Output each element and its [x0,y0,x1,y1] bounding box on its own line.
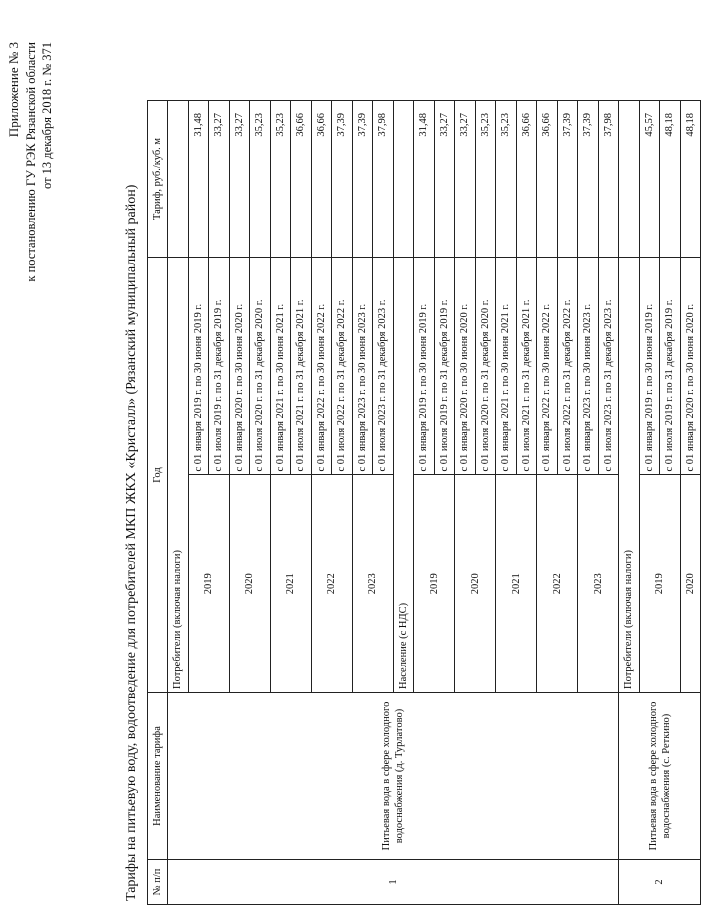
header-num: № п/п [148,860,168,905]
year-cell: 2020 [229,475,270,693]
header-tariff: Тариф, руб./куб. м [148,101,168,258]
group-label: Потребители (включая налоги) [168,258,189,693]
period-cell: с 01 января 2023 г. по 30 июня 2023 г. [578,258,599,476]
tariff-value: 31,48 [414,101,435,258]
year-cell: 2019 [188,475,229,693]
table-row [619,101,640,905]
year-cell: 2021 [270,475,311,693]
tariff-table [147,100,701,905]
year-cell: 2023 [352,475,393,693]
year-cell: 2020 [455,475,496,693]
period-cell: с 01 января 2020 г. по 30 июня 2020 г. [680,258,701,476]
year-cell: 2020 [680,475,701,693]
year-cell: 2022 [537,475,578,693]
year-cell: 2019 [639,475,680,693]
period-cell: с 01 июля 2019 г. по 31 декабря 2019 г. [434,258,455,476]
tariff-value: 35,23 [475,101,496,258]
period-cell: с 01 июля 2019 г. по 31 декабря 2019 г. [209,258,230,476]
tariff-value: 48,18 [680,101,701,258]
tariff-empty [168,101,189,258]
tariff-value: 36,66 [516,101,537,258]
tariff-value: 37,39 [352,101,373,258]
period-cell: с 01 июля 2019 г. по 31 декабря 2019 г. [660,258,681,476]
period-cell: с 01 января 2021 г. по 30 июня 2021 г. [270,258,291,476]
tariff-value: 37,39 [578,101,599,258]
tariff-value: 37,98 [598,101,619,258]
tariff-value: 33,27 [209,101,230,258]
period-cell: с 01 июля 2022 г. по 31 декабря 2022 г. [557,258,578,476]
tariff-value: 36,66 [291,101,312,258]
period-cell: с 01 июля 2020 г. по 31 декабря 2020 г. [475,258,496,476]
appendix-number: Приложение № 3 [6,42,21,138]
item-number: 1 [168,860,619,905]
table-header-row [148,101,168,905]
year-cell: 2021 [496,475,537,693]
document-title: Тарифы на питьевую воду, водоотведение для потребителей МКП ЖКХ «Кристалл» (Рязанский муниципальный район) [124,184,139,901]
tariff-value: 33,27 [455,101,476,258]
period-cell: с 01 января 2019 г. по 30 июня 2019 г. [639,258,660,476]
tariff-value: 35,23 [496,101,517,258]
period-cell: с 01 января 2022 г. по 30 июня 2022 г. [311,258,332,476]
header-name: Наименование тарифа [148,693,168,860]
tariff-value: 33,27 [434,101,455,258]
resolution-date: от 13 декабря 2018 г. № 371 [40,42,54,190]
period-cell: с 01 января 2019 г. по 30 июня 2019 г. [414,258,435,476]
item-number: 2 [619,860,701,905]
period-cell: с 01 июля 2022 г. по 31 декабря 2022 г. [332,258,353,476]
year-cell: 2023 [578,475,619,693]
period-cell: с 01 января 2023 г. по 30 июня 2023 г. [352,258,373,476]
tariff-value: 35,23 [270,101,291,258]
resolution-reference: к постановлению ГУ РЭК Рязанской области [24,42,38,282]
tariff-value: 33,27 [229,101,250,258]
tariff-value: 35,23 [250,101,271,258]
group-label: Потребители (включая налоги) [619,258,640,693]
tariff-name: Питьевая вода в сфере холодного водоснабжения (д. Турлатово) [168,693,619,860]
tariff-empty [619,101,640,258]
tariff-value: 37,98 [373,101,394,258]
tariff-value: 37,39 [332,101,353,258]
table-row [168,101,189,905]
tariff-value: 45,57 [639,101,660,258]
period-cell: с 01 января 2020 г. по 30 июня 2020 г. [455,258,476,476]
period-cell: с 01 июля 2021 г. по 31 декабря 2021 г. [516,258,537,476]
tariff-name: Питьевая вода в сфере холодного водоснабжения (с. Реткино) [619,693,701,860]
period-cell: с 01 июля 2023 г. по 31 декабря 2023 г. [373,258,394,476]
period-cell: с 01 января 2019 г. по 30 июня 2019 г. [188,258,209,476]
period-cell: с 01 июля 2020 г. по 31 декабря 2020 г. [250,258,271,476]
period-cell: с 01 января 2020 г. по 30 июня 2020 г. [229,258,250,476]
year-cell: 2019 [414,475,455,693]
tariff-empty [393,101,414,258]
header-year: Год [148,258,168,693]
period-cell: с 01 июля 2021 г. по 31 декабря 2021 г. [291,258,312,476]
tariff-value: 36,66 [537,101,558,258]
year-cell: 2022 [311,475,352,693]
group-label: Население (с НДС) [393,258,414,693]
period-cell: с 01 января 2022 г. по 30 июня 2022 г. [537,258,558,476]
tariff-value: 37,39 [557,101,578,258]
period-cell: с 01 июля 2023 г. по 31 декабря 2023 г. [598,258,619,476]
tariff-value: 48,18 [660,101,681,258]
tariff-value: 31,48 [188,101,209,258]
period-cell: с 01 января 2021 г. по 30 июня 2021 г. [496,258,517,476]
tariff-value: 36,66 [311,101,332,258]
